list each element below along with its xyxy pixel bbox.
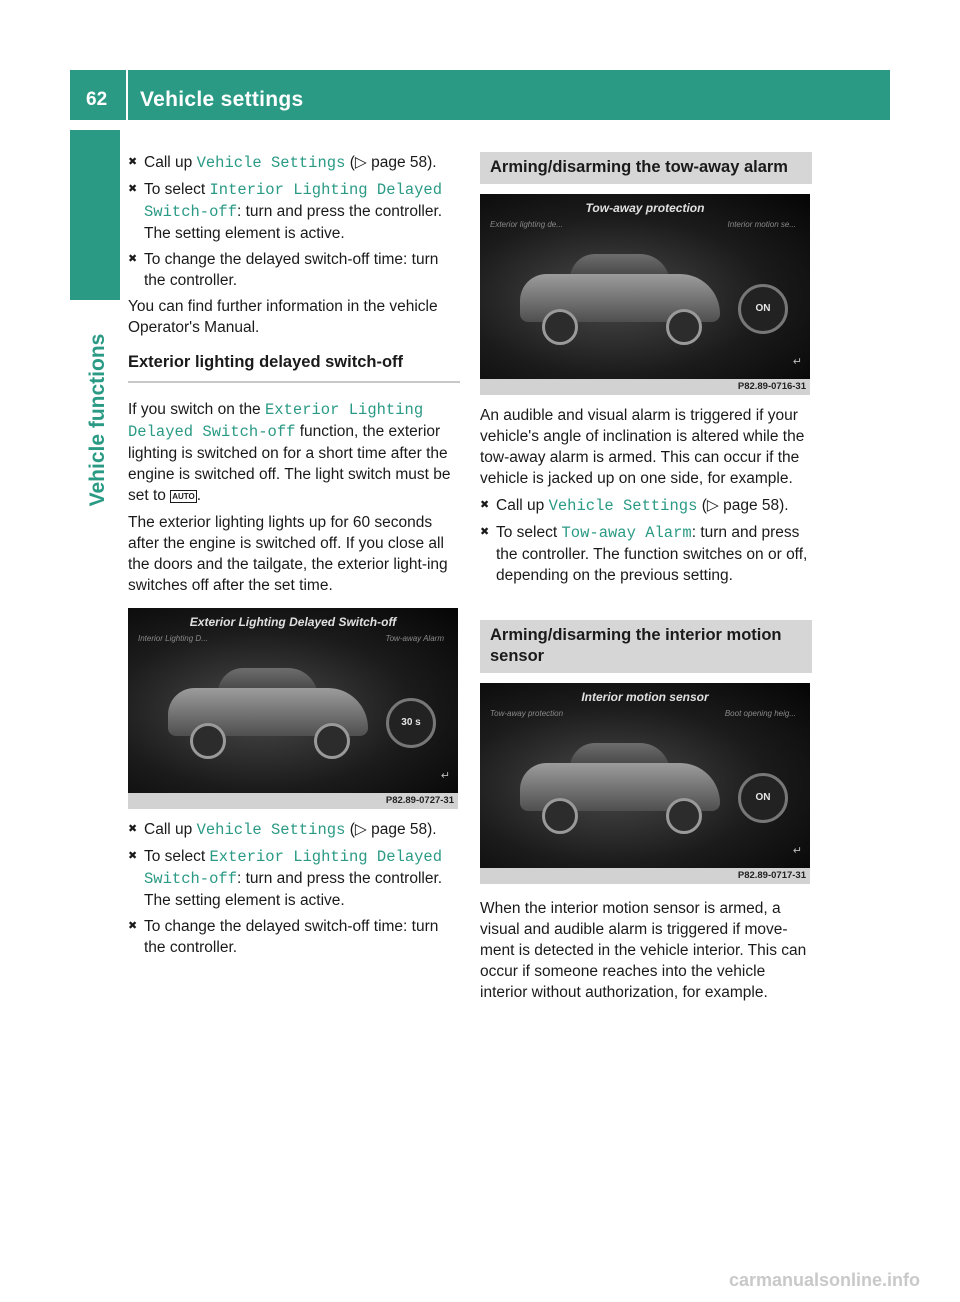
screen-right-label: Tow-away Alarm [385, 634, 444, 643]
timer-dial: 30 s [386, 698, 436, 748]
left-column [128, 152, 460, 963]
menu-item-vehicle-settings: Vehicle Settings [196, 821, 346, 839]
bullet-arrow-icon: ✖ [128, 253, 138, 265]
screen-left-label: Exterior lighting de... [490, 220, 563, 229]
menu-item-tow-away-alarm: Tow-away Alarm [561, 524, 692, 542]
display-screenshot [480, 683, 810, 868]
auto-icon: AUTO [172, 492, 195, 501]
side-tab [80, 320, 116, 520]
step-item: ✖ Call up Vehicle Settings (▷ page 58). [128, 821, 437, 839]
paragraph: The exterior lighting lights up for 60 seconds after the engine is switched off. If you close all the doors and the tailgate, the exterior light-ing switches off after the set time. [128, 514, 448, 594]
screen-title: Interior motion sensor [581, 690, 709, 704]
section-title: Vehicle settings [140, 88, 304, 111]
menu-item-exterior-lighting: Exterior Lighting Delayed Switch-off [144, 848, 443, 888]
step-item: ✖ Call up Vehicle Settings (▷ page 58). [480, 497, 789, 515]
wheel-icon [542, 798, 578, 834]
figure-tow-away [480, 194, 810, 395]
screen-right-label: Interior motion se... [727, 220, 796, 229]
bullet-arrow-icon: ✖ [128, 920, 138, 932]
bullet-arrow-icon: ✖ [128, 156, 138, 168]
step-item: ✖ To change the delayed switch-off time: turn the controller. [128, 918, 439, 956]
menu-item-vehicle-settings: Vehicle Settings [548, 497, 698, 515]
wheel-icon [542, 309, 578, 345]
watermark: carmanualsonline.info [728, 1270, 920, 1290]
menu-item-vehicle-settings: Vehicle Settings [196, 154, 346, 172]
display-screenshot [480, 194, 810, 379]
step-item: ✖ To select Interior Lighting Delayed Switch-off: turn and press the controller. The setting element is active. [128, 181, 443, 242]
bullet-arrow-icon: ✖ [480, 526, 490, 538]
page-number: 62 [86, 89, 108, 110]
sub-heading: Exterior lighting delayed switch-off [128, 352, 460, 383]
wheel-icon [190, 723, 226, 759]
display-screenshot [128, 608, 458, 793]
bullet-arrow-icon: ✖ [128, 850, 138, 862]
paragraph: An audible and visual alarm is triggered if your vehicle's angle of inclination is altered while the tow-away alarm is armed. This can occur if the vehicle is jacked up on one side, for example. [480, 407, 805, 487]
bullet-arrow-icon: ✖ [128, 823, 138, 835]
on-off-dial: ON [738, 284, 788, 334]
step-item: ✖ Call up Vehicle Settings (▷ page 58). [128, 154, 437, 172]
on-off-dial: ON [738, 773, 788, 823]
section-heading-tow-away: Arming/disarming the tow-away alarm [480, 152, 812, 184]
step-item: ✖ To change the delayed switch-off time: turn the controller. [128, 251, 439, 289]
paragraph: You can find further information in the vehicle Operator's Manual. [128, 298, 438, 336]
bullet-arrow-icon: ✖ [128, 183, 138, 195]
back-icon: ↵ [792, 845, 802, 857]
wheel-icon [666, 798, 702, 834]
wheel-icon [666, 309, 702, 345]
section-heading-interior-motion: Arming/disarming the interior motion sensor [480, 620, 812, 673]
figure-exterior-lighting [128, 608, 458, 809]
back-icon: ↵ [440, 770, 450, 782]
step-item: ✖ To select Tow-away Alarm: turn and press the controller. The function switches on or off, depending on the previous setting. [480, 524, 808, 584]
figure-interior-motion [480, 683, 810, 884]
paragraph: If you switch on the Exterior Lighting Delayed Switch-off function, the exterior lighting is switched on for a short time after the engine is switched off. The light switch must be set to AUTO . [128, 401, 451, 504]
screen-left-label: Interior Lighting D... [138, 634, 208, 643]
bullet-arrow-icon: ✖ [480, 499, 490, 511]
screen-right-label: Boot opening heig... [724, 709, 796, 718]
wheel-icon [314, 723, 350, 759]
side-color-block [70, 130, 120, 300]
menu-item-interior-lighting: Interior Lighting Delayed Switch-off [144, 181, 443, 221]
figure-caption: P82.89-0716-31 [480, 379, 810, 395]
function-name: Exterior Lighting Delayed Switch-off [128, 401, 424, 441]
figure-caption: P82.89-0727-31 [128, 793, 458, 809]
step-item: ✖ To select Exterior Lighting Delayed Switch-off: turn and press the controller. The setting element is active. [128, 848, 443, 909]
screen-title: Tow-away protection [585, 201, 705, 215]
figure-caption: P82.89-0717-31 [480, 868, 810, 884]
screen-title: Exterior Lighting Delayed Switch-off [189, 615, 397, 629]
header-divider [126, 70, 128, 120]
back-icon: ↵ [792, 356, 802, 368]
right-column [480, 152, 812, 1009]
screen-left-label: Tow-away protection [490, 709, 564, 718]
side-tab-label: Vehicle functions [86, 333, 109, 507]
paragraph: When the interior motion sensor is armed, a visual and audible alarm is triggered if move-ment is detected in the vehicle interior. This can occur if someone reaches into the vehicle interior without authorization, for example. [480, 900, 807, 1001]
